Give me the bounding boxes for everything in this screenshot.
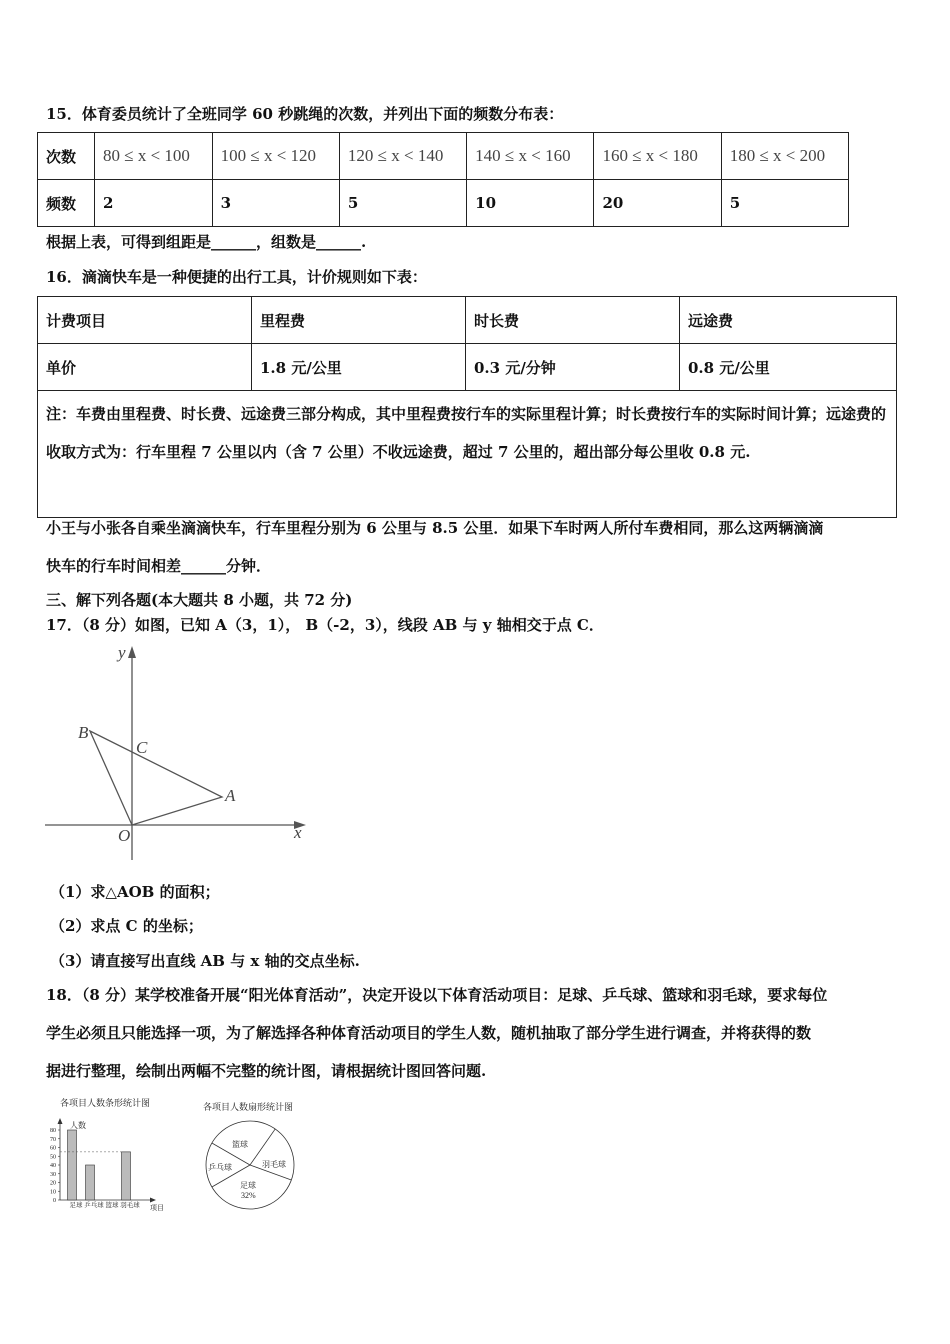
table-row [38, 391, 897, 518]
triangle-aob [90, 731, 222, 825]
y-tick-label: 40 [50, 1163, 56, 1169]
bar-x-arrow-icon [150, 1198, 156, 1203]
bar-3 [122, 1152, 131, 1200]
range-cell: 180 ≤ x < 200 [721, 133, 848, 180]
x-label: x [294, 823, 302, 842]
pie-label-badminton: 羽毛球 [262, 1160, 286, 1169]
q15-stem: 15．体育委员统计了全班同学 60 秒跳绳的次数，并列出下面的频数分布表： [46, 105, 564, 123]
freq-cell: 5 [721, 180, 848, 227]
freq-cell: 3 [212, 180, 339, 227]
table-row [38, 297, 897, 344]
note-cell: 注：车费由里程费、时长费、远途费三部分构成，其中里程费按行车的实际里程计算；时长费按行车的实际时间计算；远途费的收取方式为：行车里程 7 公里以内（含 7 公里）不收远途费，超过 7 公里的，超出部分每公里收 0.8 元. [38, 391, 897, 518]
y-arrow-icon [128, 646, 136, 658]
point-a-label: A [225, 786, 236, 805]
bar-chart [40, 1092, 180, 1217]
category-label: 篮球 [105, 1202, 119, 1209]
point-b-label: B [78, 723, 89, 742]
y-tick-label: 30 [50, 1171, 56, 1178]
header-cell: 时长费 [466, 297, 680, 344]
y-tick-label: 70 [50, 1136, 56, 1143]
pricing-table [37, 296, 897, 518]
y-tick-label: 50 [50, 1154, 56, 1161]
q16-stem: 16．滴滴快车是一种便捷的出行工具，计价规则如下表： [46, 268, 427, 286]
q16-after-1: 小王与小张各自乘坐滴滴快车，行车里程分别为 6 公里与 8.5 公里．如果下车时两人所付车费相同，那么这两辆滴滴 [46, 519, 824, 537]
header-cell: 计费项目 [38, 297, 252, 344]
freq-cell: 10 [467, 180, 594, 227]
category-label: 乒乓球 [84, 1202, 104, 1209]
range-cell: 120 ≤ x < 140 [339, 133, 466, 180]
y-tick-label: 60 [50, 1145, 56, 1152]
point-c-label: C [136, 738, 148, 757]
bar-chart-xlabel: 项目 [150, 1204, 164, 1212]
coordinate-figure [40, 640, 320, 865]
section-heading: 三、解下列各题(本大题共 8 小题，共 72 分) [46, 591, 353, 609]
price-cell: 单价 [38, 344, 252, 391]
price-cell: 0.8 元/公里 [680, 344, 897, 391]
q16-after-2: 快车的行车时间相差______分钟． [46, 557, 272, 575]
bar-y-arrow-icon [58, 1118, 63, 1124]
table-row [38, 344, 897, 391]
pie-percent-football: 32% [241, 1191, 256, 1200]
bar-0 [68, 1130, 77, 1200]
freq-cell: 5 [339, 180, 466, 227]
range-cell: 100 ≤ x < 120 [212, 133, 339, 180]
price-cell: 0.3 元/分钟 [466, 344, 680, 391]
freq-cell: 20 [594, 180, 721, 227]
y-label: y [118, 643, 126, 662]
q17-part-3: （3）请直接写出直线 AB 与 x 轴的交点坐标. [50, 952, 360, 970]
pie-chart [198, 1096, 308, 1211]
price-cell: 1.8 元/公里 [252, 344, 466, 391]
category-label: 羽毛球 [120, 1202, 140, 1209]
y-tick-label: 80 [50, 1128, 56, 1134]
y-tick-label: 0 [53, 1198, 56, 1204]
header-cell: 里程费 [252, 297, 466, 344]
bar-1 [86, 1165, 95, 1200]
bar-chart-ylabel: 人数 [70, 1121, 86, 1130]
q18-line-2: 学生必须且只能选择一项，为了解选择各种体育活动项目的学生人数，随机抽取了部分学生进行调查，并将获得的数 [46, 1024, 812, 1042]
q17-part-2: （2）求点 C 的坐标； [50, 917, 203, 935]
pie-chart-title: 各项目人数扇形统计图 [203, 1103, 294, 1113]
range-cell: 140 ≤ x < 160 [467, 133, 594, 180]
pie-label-football: 足球 [240, 1181, 256, 1190]
q17-part-1: （1）求△AOB 的面积； [50, 883, 220, 901]
pie-label-basketball: 篮球 [232, 1140, 248, 1149]
origin-label: O [118, 826, 131, 845]
table-row [38, 133, 849, 180]
row-label: 频数 [38, 180, 95, 227]
bar-chart-title: 各项目人数条形统计图 [60, 1099, 151, 1109]
y-tick-label: 20 [50, 1180, 56, 1187]
y-tick-label: 10 [50, 1189, 56, 1196]
range-cell: 80 ≤ x < 100 [95, 133, 213, 180]
frequency-table [37, 132, 849, 227]
range-cell: 160 ≤ x < 180 [594, 133, 721, 180]
q15-after: 根据上表，可得到组距是______，组数是______. [46, 233, 367, 251]
q18-line-3: 据进行整理，绘制出两幅不完整的统计图，请根据统计图回答问题. [46, 1062, 487, 1080]
header-cell: 远途费 [680, 297, 897, 344]
row-label: 次数 [38, 133, 95, 180]
pie-label-pingpong: 乒乓球 [208, 1163, 232, 1172]
table-row [38, 180, 849, 227]
freq-cell: 2 [95, 180, 213, 227]
q17-stem: 17．（8 分）如图，已知 A（3，1）， B（-2，3），线段 AB 与 y 轴相交于点 C． [46, 616, 604, 634]
q18-line-1: 18．（8 分）某学校准备开展“阳光体育活动”，决定开设以下体育活动项目：足球、乒乓球、篮球和羽毛球，要求每位 [46, 986, 828, 1004]
category-label: 足球 [69, 1202, 83, 1209]
